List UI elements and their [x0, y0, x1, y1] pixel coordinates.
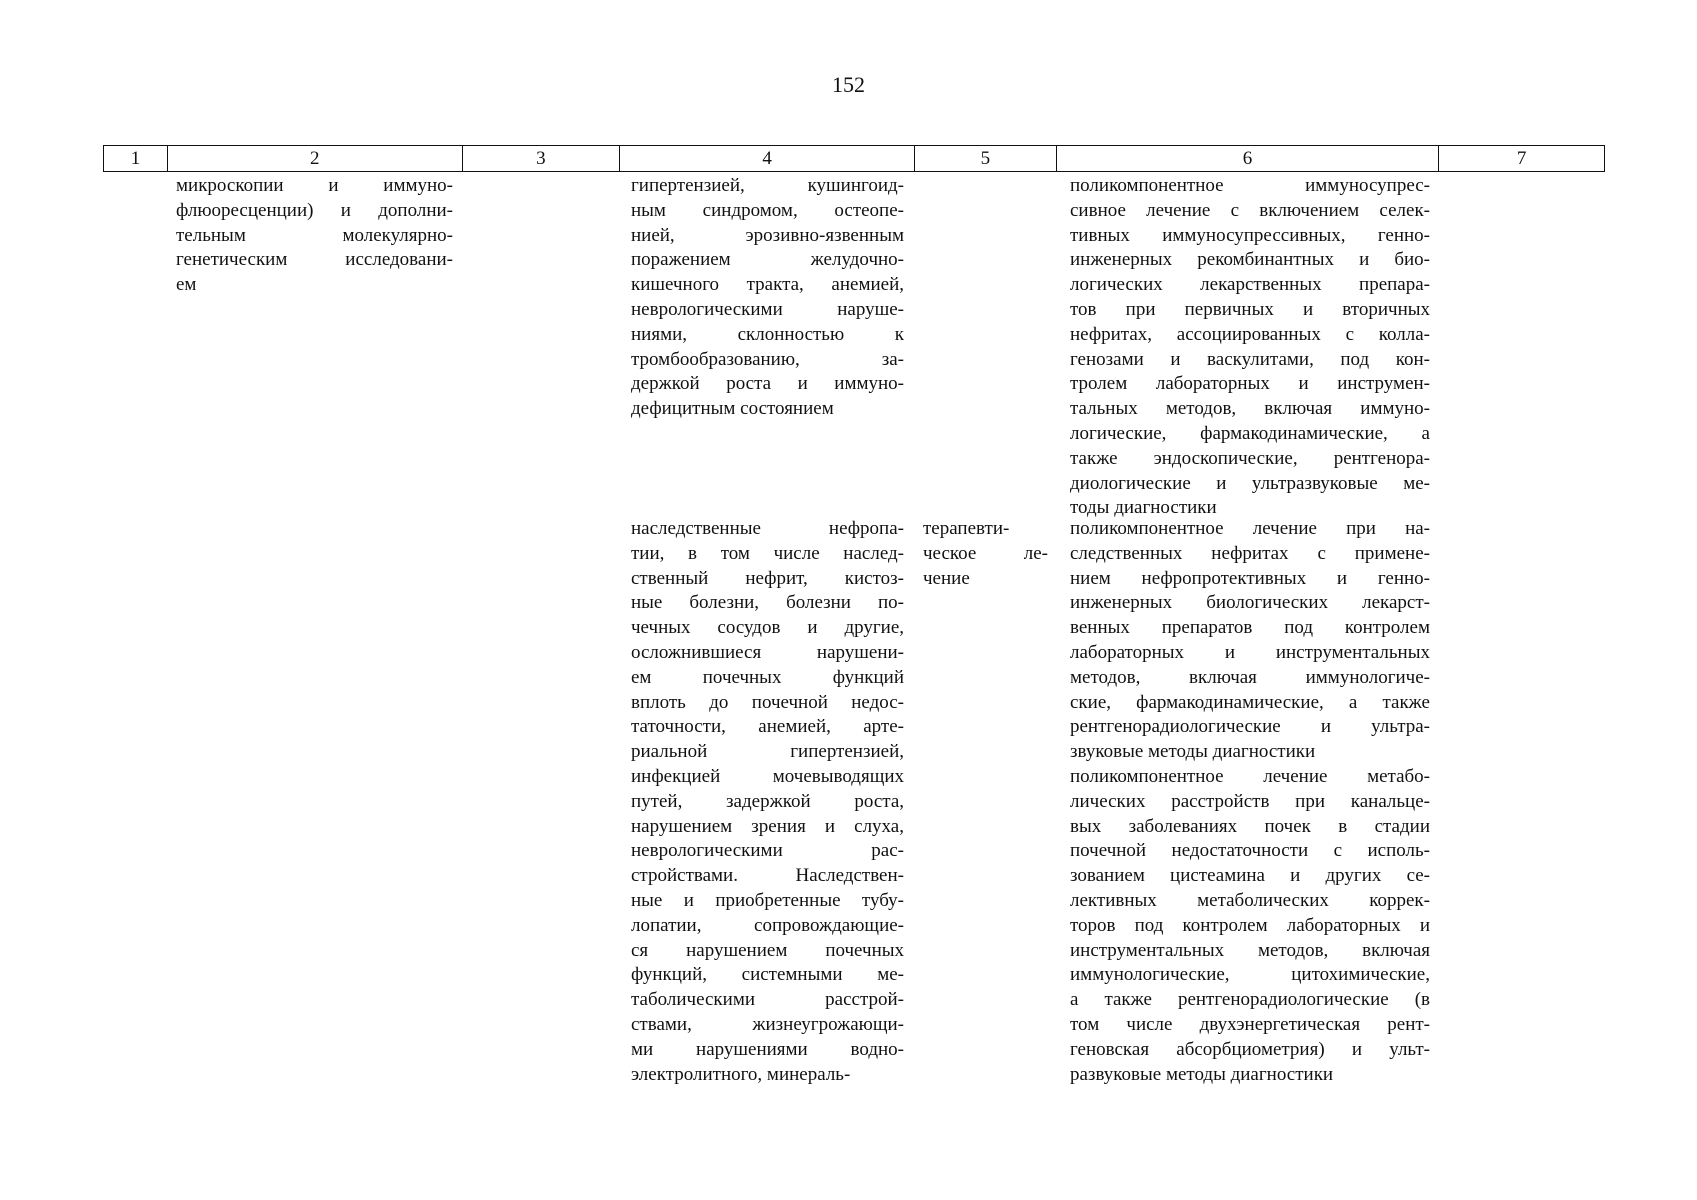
- text-line: функций, системными ме-: [631, 964, 904, 986]
- text-line: ные болезни, болезни по-: [631, 592, 904, 614]
- text-line: чение: [923, 567, 970, 589]
- text-line: поликомпонентное лечение метабо-: [1070, 766, 1430, 787]
- text-line: неврологическими наруше-: [631, 298, 904, 320]
- text-line: ем почечных функций: [631, 666, 904, 688]
- text-line: электролитного, минераль-: [631, 1063, 851, 1085]
- text-line: ные и приобретенные тубу-: [631, 889, 904, 911]
- text-line: лективных метаболических коррек-: [1070, 889, 1430, 911]
- text-line: лопатии, сопровождающие-: [631, 914, 904, 936]
- text-line: чечных сосудов и другие,: [631, 617, 904, 639]
- col4-cell-text-block1: [631, 174, 904, 422]
- text-line: лабораторных и инструментальных: [1070, 641, 1430, 663]
- text-line: инженерных биологических лекарст-: [1070, 592, 1430, 614]
- text-line: ми нарушениями водно-: [631, 1038, 904, 1060]
- text-line: тромбообразованию, за-: [631, 348, 904, 370]
- text-line: методов, включая иммунологиче-: [1070, 666, 1430, 688]
- col5-cell-text-block2: [923, 517, 1048, 591]
- text-line: тальных методов, включая иммуно-: [1070, 398, 1430, 420]
- text-line: осложнившиеся нарушени-: [631, 641, 904, 663]
- text-line: венных препаратов под контролем: [1070, 617, 1430, 639]
- page-number: 152: [832, 72, 865, 97]
- text-line: путей, задержкой роста,: [631, 790, 904, 812]
- text-line: нефритах, ассоциированных с колла-: [1070, 323, 1430, 345]
- text-line: ческое ле-: [923, 542, 1048, 564]
- text-line: диологические и ультразвуковые ме-: [1070, 472, 1430, 494]
- text-line: логических лекарственных препара-: [1070, 274, 1430, 296]
- text-line: дефицитным состоянием: [631, 398, 834, 420]
- text-line: генетическим исследовани-: [176, 249, 453, 271]
- text-line: вплоть до почечной недос-: [631, 691, 904, 713]
- text-line: инструментальных методов, включая: [1070, 939, 1430, 961]
- text-line: ствами, жизнеугрожающи-: [631, 1013, 904, 1035]
- text-line: таболическими расстрой-: [631, 989, 904, 1011]
- text-line: том числе двухэнергетическая рент-: [1070, 1013, 1430, 1035]
- header-col-6: 6: [1057, 146, 1439, 171]
- text-line: вых заболеваниях почек в стадии: [1070, 815, 1430, 837]
- col4-cell-text-block2: [631, 517, 904, 1087]
- text-line: ские, фармакодинамические, а также: [1070, 691, 1430, 713]
- text-line: иммунологические, цитохимические,: [1070, 964, 1430, 986]
- header-col-5: 5: [915, 146, 1057, 171]
- text-line: риальной гипертензией,: [631, 741, 904, 763]
- text-line: терапевти-: [923, 518, 1010, 539]
- col2-cell-text: [176, 174, 453, 298]
- header-col-4: 4: [620, 146, 915, 171]
- text-line: нарушением зрения и слуха,: [631, 815, 904, 837]
- text-line: поликомпонентное лечение при на-: [1070, 518, 1430, 539]
- text-line: держкой роста и иммуно-: [631, 373, 904, 395]
- text-line: ственный нефрит, кистоз-: [631, 567, 904, 589]
- text-line: тельным молекулярно-: [176, 224, 453, 246]
- header-col-7: 7: [1516, 148, 1527, 169]
- text-line: сивное лечение с включением селек-: [1070, 199, 1430, 221]
- text-line: рентгенорадиологические и ультра-: [1070, 716, 1430, 738]
- text-line: ем: [176, 274, 197, 296]
- header-col-2: 2: [168, 146, 463, 171]
- text-line: таточности, анемией, арте-: [631, 716, 904, 738]
- text-line: ся нарушением почечных: [631, 939, 904, 961]
- header-col-1: 1: [104, 146, 168, 171]
- text-line: флюоресценции) и дополни-: [176, 199, 453, 221]
- text-line: кишечного тракта, анемией,: [631, 274, 904, 296]
- col6-cell-text-block2a: [1070, 517, 1430, 765]
- text-line: лических расстройств при канальце-: [1070, 790, 1430, 812]
- text-line: также эндоскопические, рентгенора-: [1070, 447, 1430, 469]
- text-line: гипертензией, кушингоид-: [631, 175, 904, 196]
- text-line: ным синдромом, остеопе-: [631, 199, 904, 221]
- text-line: инфекцией мочевыводящих: [631, 765, 904, 787]
- text-line: а также рентгенорадиологические (в: [1070, 989, 1430, 1011]
- text-line: ниями, склонностью к: [631, 323, 904, 345]
- text-line: нией, эрозивно-язвенным: [631, 224, 904, 246]
- text-line: наследственные нефропа-: [631, 518, 904, 539]
- table-header-row: [103, 145, 1605, 172]
- text-line: геновская абсорбциометрия) и ульт-: [1070, 1038, 1430, 1060]
- text-line: неврологическими рас-: [631, 840, 904, 862]
- col6-cell-text-block2b: [1070, 765, 1430, 1087]
- text-line: звуковые методы диагностики: [1070, 741, 1316, 763]
- text-line: зованием цистеамина и других се-: [1070, 865, 1430, 887]
- text-line: инженерных рекомбинантных и био-: [1070, 249, 1430, 271]
- text-line: тов при первичных и вторичных: [1070, 298, 1430, 320]
- text-line: тоды диагностики: [1070, 497, 1217, 519]
- text-line: стройствами. Наследствен-: [631, 865, 904, 887]
- text-line: торов под контролем лабораторных и: [1070, 914, 1430, 936]
- text-line: развуковые методы диагностики: [1070, 1063, 1334, 1085]
- text-line: логические, фармакодинамические, а: [1070, 422, 1430, 444]
- text-line: тии, в том числе наслед-: [631, 542, 904, 564]
- text-line: почечной недостаточности с исполь-: [1070, 840, 1430, 862]
- text-line: генозами и васкулитами, под кон-: [1070, 348, 1430, 370]
- text-line: тролем лабораторных и инструмен-: [1070, 373, 1430, 395]
- text-line: нием нефропротективных и генно-: [1070, 567, 1430, 589]
- text-line: микроскопии и иммуно-: [176, 175, 453, 196]
- header-col-3: 3: [463, 146, 621, 171]
- text-line: следственных нефритах с примене-: [1070, 542, 1430, 564]
- text-line: поликомпонентное иммуносупрес-: [1070, 175, 1430, 196]
- text-line: тивных иммуносупрессивных, генно-: [1070, 224, 1430, 246]
- text-line: поражением желудочно-: [631, 249, 904, 271]
- col6-cell-text-block1: [1070, 174, 1430, 521]
